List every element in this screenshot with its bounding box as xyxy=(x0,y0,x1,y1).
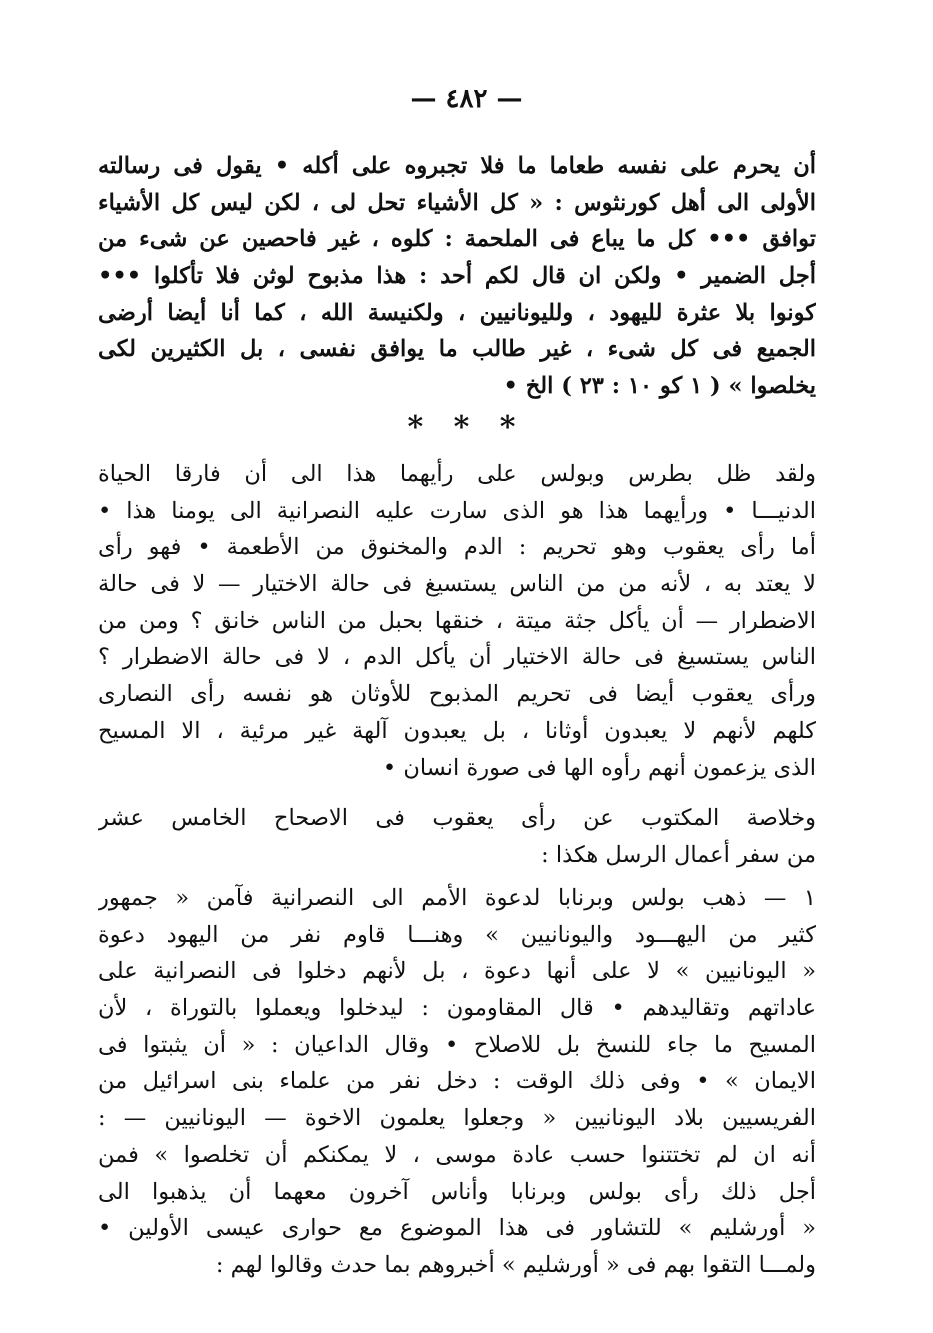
text-line: يخلصوا » ( ١ كو ١٠ : ٢٣ ) الخ • xyxy=(503,373,816,400)
text-line: وخلاصة المكتوب عن رأى يعقوب فى الاصحاح الخامس عشر xyxy=(98,805,816,831)
text-line: الناس يستسيغ فى حالة الاختيار أن يأكل الدم ، لا فى حالة الاضطرار ؟ xyxy=(98,644,816,671)
text-line: « اليونانيين » لا على أنها دعوة ، بل لأنهم دخلوا فى النصرانية على xyxy=(98,958,816,985)
text-line: أن يحرم على نفسه طعاما ما فلا تجبروه على أكله • يقول فى رسالته xyxy=(98,153,816,179)
text-line: من سفر أعمال الرسل هكذا : xyxy=(541,841,816,868)
text-line: ولمـــا التقوا بهم فى « أورشليم » أخبروهم بما حدث وقالوا لهم : xyxy=(215,1251,816,1278)
text-line: الايمان » • وفى ذلك الوقت : دخل نفر من علماء بنى اسرائيل من xyxy=(98,1068,816,1095)
quote-block xyxy=(98,148,816,405)
text-line: أجل الضمير • ولكن ان قال لكم أحد : هذا مذبوح لوثن فلا تأكلوا ••• xyxy=(98,263,816,290)
text-line: ورأى يعقوب أيضا فى تحريم المذبوح للأوثان هو نفسه رأى النصارى xyxy=(98,681,816,708)
text-line: لا يعتد به ، لأنه من من الناس يستسيغ فى حالة الاختيار — لا فى حالة xyxy=(98,571,816,598)
text-line: الاضطرار — أن يأكل جثة ميتة ، خنقها بحبل من الناس خانق ؟ ومن من xyxy=(98,607,816,634)
text-line: الفريسيين بلاد اليونانيين « وجعلوا يعلمون الاخوة — اليونانيين — : xyxy=(98,1105,816,1132)
text-line: « أورشليم » للتشاور فى هذا الموضوع مع حوارى عيسى الأولين • xyxy=(98,1215,816,1242)
text-line: كونوا بلا عثرة لليهود ، ولليونانيين ، ولكنيسة الله ، كما أنا أيضا أرضى xyxy=(98,299,816,326)
text-line: عاداتهم وتقاليدهم • قال المقاومون : ليدخلوا ويعملوا بالتوراة ، لأن xyxy=(98,995,816,1022)
page-number: — ٤٨٢ — xyxy=(410,84,523,114)
text-line: كثير من اليهـــود واليونانيين » وهنـــا قاوم نفر من اليهود دعوة xyxy=(98,921,816,948)
text-line: الجميع فى كل شىء ، غير طالب ما يوافق نفسى ، بل الكثيرين لكى xyxy=(98,336,816,363)
text-line: الأولى الى أهل كورنثوس : « كل الأشياء تحل لى ، لكن ليس كل الأشياء xyxy=(98,189,816,216)
text-line: أنه ان لم تختتنوا حسب عادة موسى ، لا يمكنكم أن تخلصوا » فمن xyxy=(98,1141,816,1168)
text-line: توافق ••• كل ما يباع فى الملحمة : كلوه ، غير فاحصين عن شىء من xyxy=(98,226,816,253)
text-line: ولقد ظل بطرس وبولس على رأيهما هذا الى أن فارقا الحياة xyxy=(98,461,816,487)
text-line: الذى يزعمون أنهم رأوه الها فى صورة انسان • xyxy=(382,754,816,781)
text-line: كلهم لأنهم لا يعبدون أوثانا ، بل يعبدون آلهة غير مرئية ، الا المسيح xyxy=(98,717,816,744)
paragraph-2 xyxy=(98,800,816,873)
text-line: ١ — ذهب بولس وبرنابا لدعوة الأمم الى النصرانية فآمن « جمهور xyxy=(98,885,816,911)
section-separator: * * * xyxy=(407,410,526,445)
text-line: المسيح ما جاء للنسخ بل للاصلاح • وقال الداعيان : « أن يثبتوا فى xyxy=(98,1031,816,1058)
text-line: أجل ذلك رأى بولس وبرنابا وأناس آخرون معهما أن يذهبوا الى xyxy=(98,1178,816,1205)
text-line: الدنيـــا • ورأيهما هذا هو الذى سارت عليه النصرانية الى يومنا هذا • xyxy=(98,497,816,524)
paragraph-1 xyxy=(98,456,816,786)
paragraph-3 xyxy=(98,880,816,1284)
text-line: أما رأى يعقوب وهو تحريم : الدم والمخنوق من الأطعمة • فهو رأى xyxy=(98,534,816,561)
